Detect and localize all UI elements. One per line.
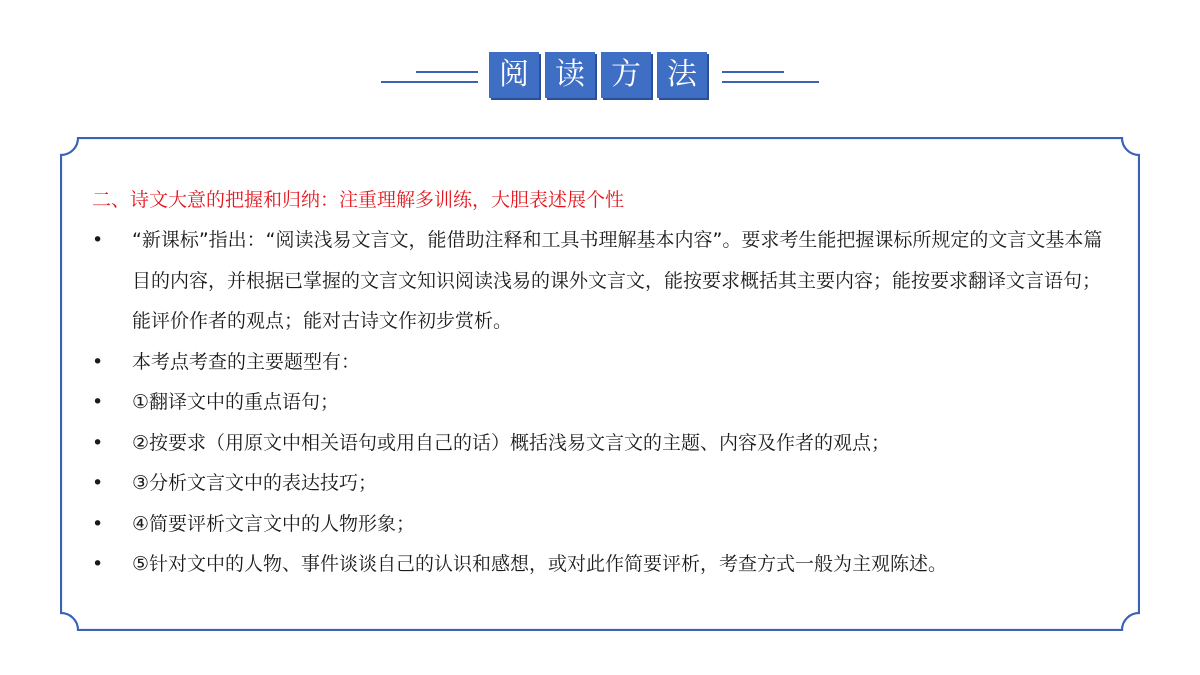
section-heading: 二、诗文大意的把握和归纳：注重理解多训练，大胆表述展个性 [92, 189, 625, 211]
bullet-icon: • [92, 512, 104, 535]
list-item-text: 本考点考查的主要题型有： [132, 350, 361, 373]
list-item [92, 220, 1112, 342]
list-item [92, 504, 1112, 545]
section-title [489, 52, 707, 98]
bullet-icon: • [92, 350, 104, 373]
list-item-text: “新课标”指出：“阅读浅易文言文，能借助注释和工具书理解基本内容”。要求考生能把握课标所规定的文言文基本篇目的内容，并根据已掌握的文言文知识阅读浅易的课外文言文，能按要求概括其主要内容；能按要求翻译文言语句；能评价作者的观点；能对古诗文作初步赏析。 [132, 229, 1103, 332]
list-item-text: ②按要求（用原文中相关语句或用自己的话）概括浅易文言文的主题、内容及作者的观点； [132, 431, 891, 454]
bullet-icon: • [92, 553, 104, 575]
title-char: 法 [657, 52, 707, 98]
content-body [92, 180, 1112, 585]
list-item [92, 463, 1112, 504]
bullet-icon: • [92, 391, 104, 413]
list-item [92, 342, 1112, 383]
bullet-icon: • [92, 431, 104, 454]
title-char: 阅 [489, 52, 539, 98]
title-char: 读 [545, 52, 595, 98]
list-item-text: ④简要评析文言文中的人物形象； [132, 512, 416, 535]
list-item-text: ①翻译文中的重点语句； [132, 391, 340, 413]
bullet-icon: • [92, 472, 104, 494]
bullet-icon: • [92, 229, 104, 251]
list-item [92, 544, 1112, 585]
list-item [92, 382, 1112, 423]
list-item [92, 423, 1112, 464]
title-char: 方 [601, 52, 651, 98]
list-item-text: ⑤针对文中的人物、事件谈谈自己的认识和感想，或对此作简要评析，考查方式一般为主观陈述。 [132, 553, 948, 575]
list-item-text: ③分析文言文中的表达技巧； [132, 472, 378, 494]
